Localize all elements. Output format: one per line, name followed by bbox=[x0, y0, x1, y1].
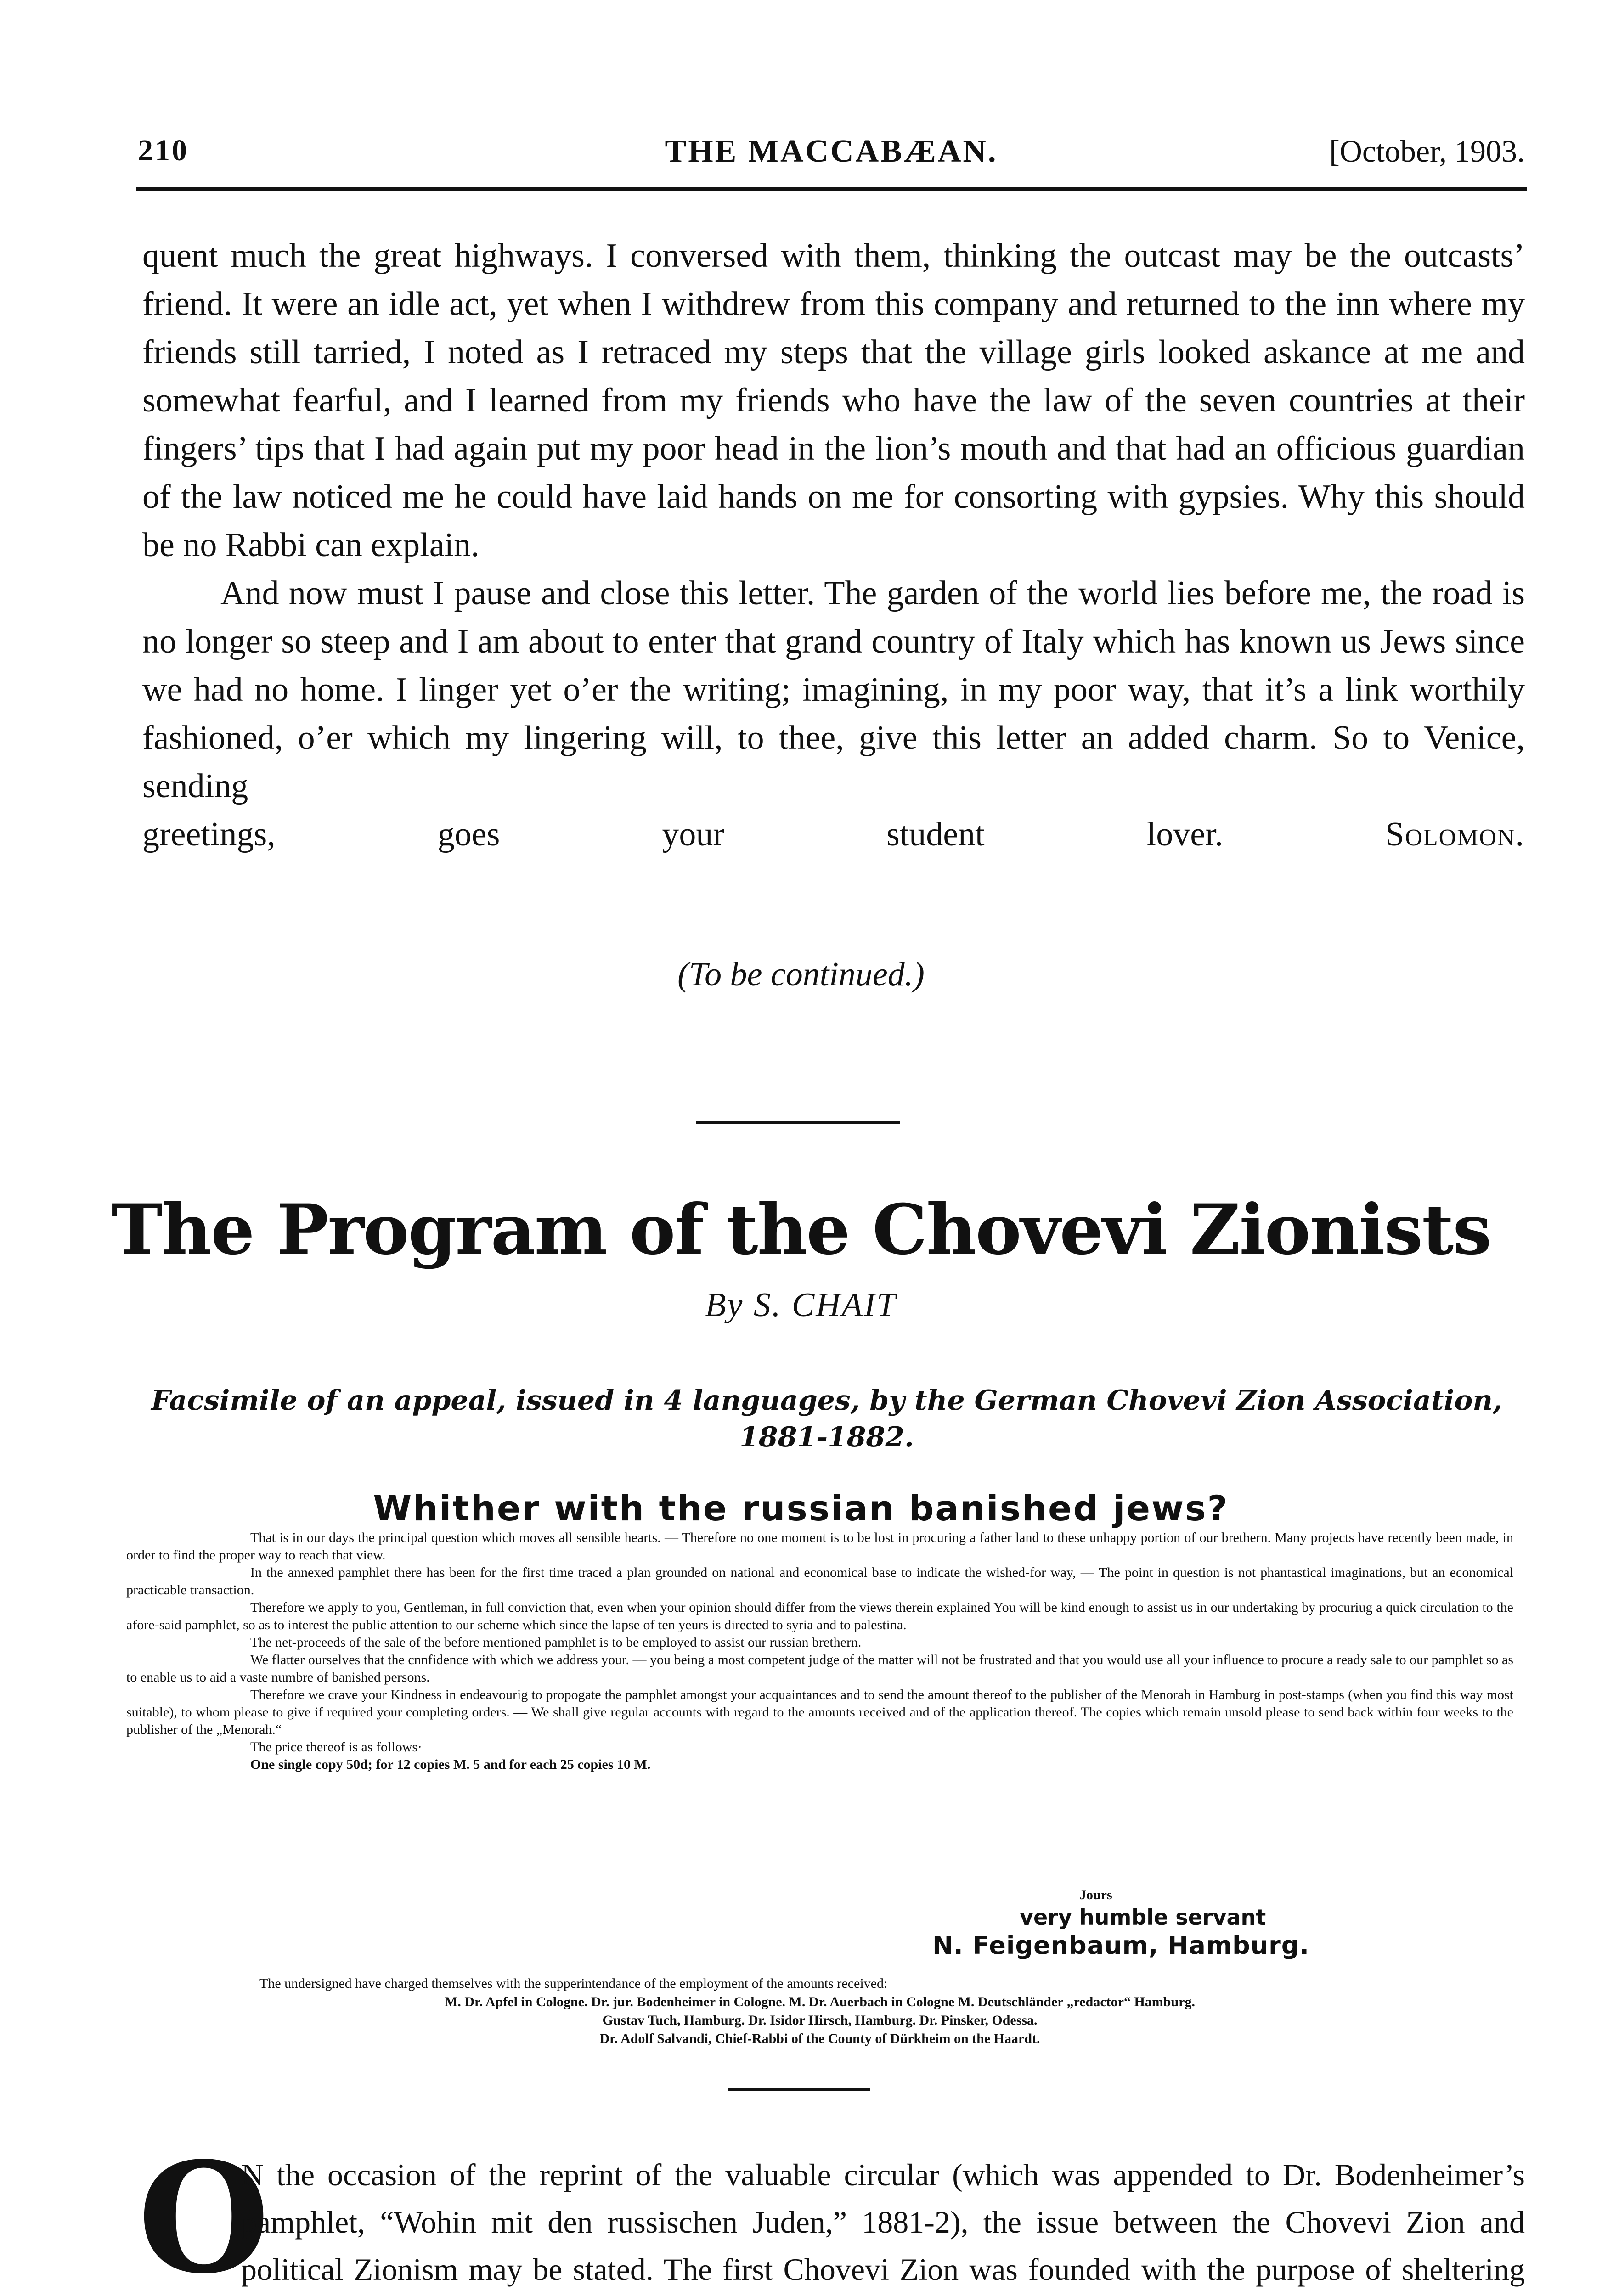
letter-paragraph-1: quent much the great highways. I conversed with them, thinking the outcast may be the outcasts’ friend. It were an idle act, yet when I withdrew from this company and returned to the inn where my friends still tarried, I noted as I retraced my steps that the village girls looked askance at me and somewhat fearful, and I learned from my friends who have the law of the seven countries at their fingers’ tips that I had again put my poor head in the lion’s mouth and that had an officious guardian of the law noticed me he could have laid hands on me for consorting with gypsies. Why this should be no Rabbi can explain. bbox=[142, 237, 1525, 564]
letter-continuation bbox=[142, 232, 1525, 859]
byline: By S. CHAIT bbox=[705, 1286, 897, 1324]
undersigned-names: Dr. Adolf Salvandi, Chief-Rabbi of the County of Dürkheim on the Haardt. bbox=[599, 2031, 1040, 2046]
article-title: The Program of the Chovevi Zionists bbox=[111, 1189, 1491, 1270]
appeal-paragraph: The net-proceeds of the sale of the before mentioned pamphlet is to be employed to assist our russian brethern. bbox=[250, 1635, 862, 1650]
appeal-humble-servant: very humble servant bbox=[1020, 1905, 1266, 1930]
undersigned-names: Gustav Tuch, Hamburg. Dr. Isidor Hirsch, Hamburg. Dr. Pinsker, Odessa. bbox=[602, 2013, 1038, 2028]
article-opening-paragraph bbox=[241, 2151, 1525, 2296]
article-opening-text: N the occasion of the reprint of the valuable circular (which was appended to Dr. Bodenheimer’s pamphlet, “Wohin mit den russischen Juden,” 1881-2), the issue between the Chovevi Zion and political Zionism may be stated. The first Chovevi Zion was founded with the purpose of sheltering bbox=[241, 2157, 1525, 2287]
facsimile-caption: Facsimile of an appeal, issued in 4 languages, by the German Chovevi Zion Association, 1881-1882. bbox=[151, 1384, 1502, 1453]
appeal-sender: N. Feigenbaum, Hamburg. bbox=[932, 1931, 1309, 1960]
appeal-paragraph: Therefore we apply to you, Gentleman, in full conviction that, even when your opinion should differ from the views therein explained You will be kind enough to assist us in our undertaking by procuriug a quick circulation to the afore-said pamphlet, so as to interest the public attention to our scheme which since the lapse of ten yeurs is directed to syria and to palestina. bbox=[126, 1600, 1513, 1632]
appeal-price-intro: The price thereof is as follows· bbox=[250, 1739, 423, 1755]
letter-paragraph-2: And now must I pause and close this letter. The garden of the world lies before me, the road is no longer so steep and I am about to enter that grand country of Italy which has known us Jews since we had no home. I linger yet o’er the writing; imagining, in my poor way, that it’s a link worthily fashioned, o’er which my lingering will, to thee, give this letter an added charm. So to Venice, sending bbox=[142, 574, 1525, 805]
undersigned-names: M. Dr. Apfel in Cologne. Dr. jur. Bodenheimer in Cologne. M. Dr. Auerbach in Cologne M. Deutschländer „redactor“ Hamburg. bbox=[445, 1994, 1195, 2009]
appeal-paragraph: We flatter ourselves that the cnnfidence with which we address your. — you being a most competent judge of the matter will not be frustrated and that you would use all your influence to procure a ready sale to our pamphlet so as to enable us to aid a vaste numbre of banished persons. bbox=[126, 1652, 1513, 1685]
undersigned-block bbox=[126, 1975, 1513, 2048]
appeal-paragraph: In the annexed pamphlet there has been for the first time traced a plan grounded on national and economical base to indicate the wished-for way, — The point in question is not phantastical imaginations, but an economical practicable transaction. bbox=[126, 1565, 1513, 1598]
appeal-title: Whither with the russian banished jews? bbox=[373, 1488, 1229, 1529]
letter-closing-line bbox=[142, 810, 1525, 859]
appeal-text bbox=[126, 1529, 1513, 1773]
running-header bbox=[138, 133, 1525, 174]
appeal-paragraph: That is in our days the principal question which moves all sensible hearts. — Therefore no one moment is to be lost in procuring a father land to these unhappy portion of our brethern. Many projects have recently been made, in order to find the proper way to reach that view. bbox=[126, 1530, 1513, 1563]
appeal-divider bbox=[728, 2088, 870, 2091]
appeal-price: One single copy 50d; for 12 copies M. 5 and for each 25 copies 10 M. bbox=[250, 1757, 651, 1772]
closing-greeting: greetings, goes your student lover. bbox=[142, 816, 1224, 853]
signature: Solomon. bbox=[1385, 816, 1525, 853]
undersigned-intro: The undersigned have charged themselves with the supperintendance of the employment of the amounts received: bbox=[259, 1976, 888, 1991]
appeal-paragraph: Therefore we crave your Kindness in endeavourig to propogate the pamphlet amongst your acquaintances and to send the amount thereof to the publisher of the Menorah in Hamburg in post-stamps (when you find this way most suitable), to whom please to give if required your completing orders. — We shall give regular accounts with regard to the amounts received and of the application thereof. The copies which remain unsold please to send back within four weeks to the publisher of the „Menorah.“ bbox=[126, 1687, 1513, 1737]
header-rule bbox=[136, 187, 1527, 191]
drop-cap: O bbox=[138, 2129, 270, 2296]
page-number: 210 bbox=[138, 134, 189, 167]
issue-date: [October, 1903. bbox=[1329, 134, 1525, 169]
journal-title: THE MACCABÆAN. bbox=[665, 134, 998, 169]
to-be-continued: (To be continued.) bbox=[677, 956, 925, 993]
appeal-yours: Jours bbox=[1079, 1887, 1112, 1902]
section-divider bbox=[696, 1121, 900, 1124]
